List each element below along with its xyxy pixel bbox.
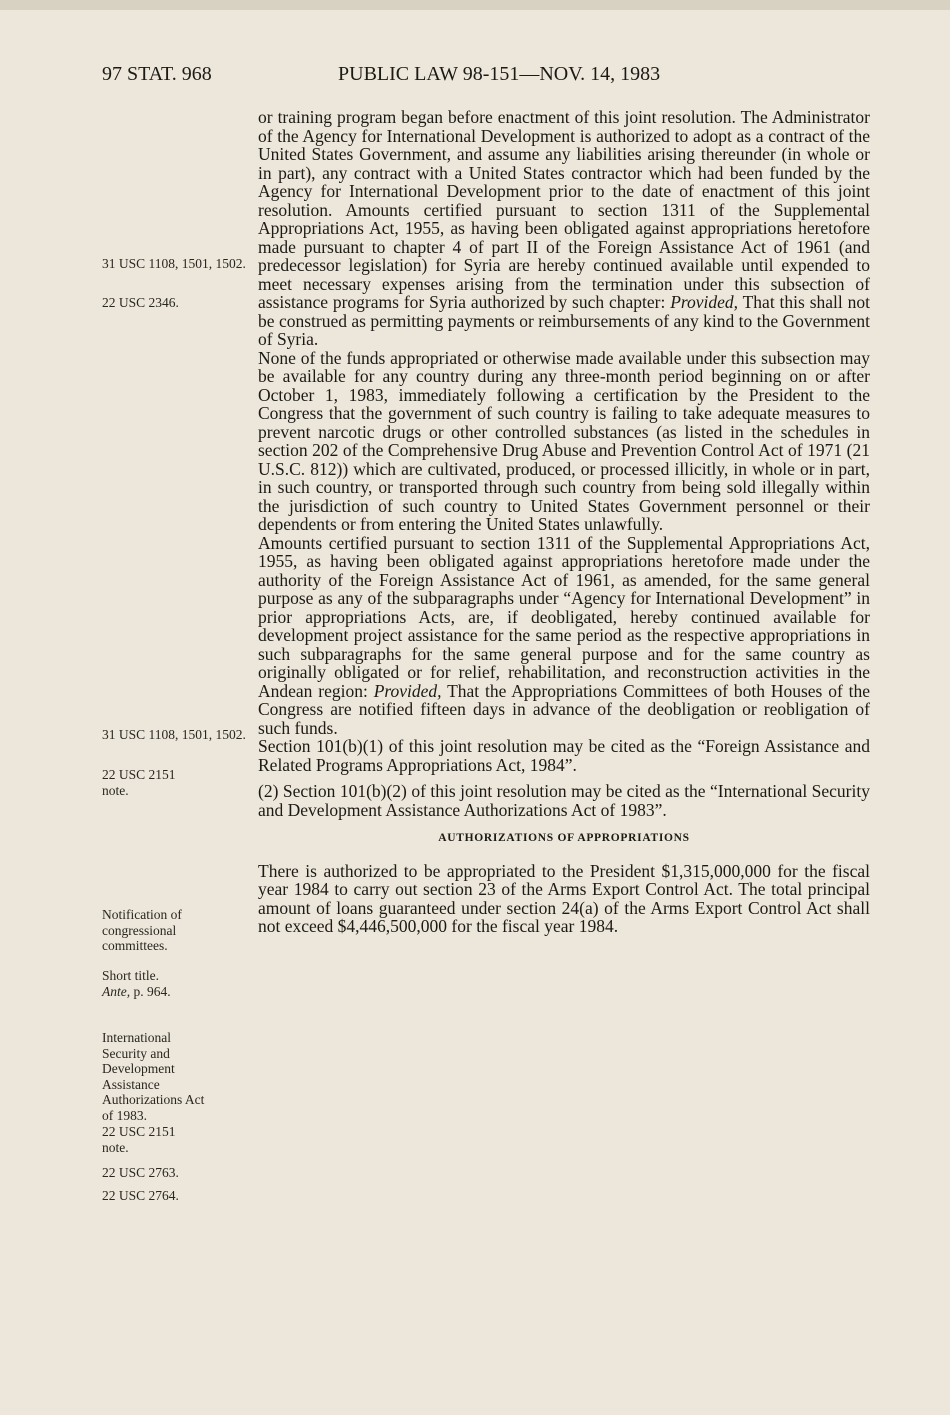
ante-page: p. 964. (130, 983, 171, 999)
margin-note-usc-1108-second (102, 727, 252, 743)
paragraph-authorizations (258, 862, 870, 936)
margin-note-usc-2151-second (102, 1124, 252, 1155)
margin-note-text: 22 USC 2764. (102, 1188, 179, 1203)
public-law-title: PUBLIC LAW 98-151—NOV. 14, 1983 (338, 63, 661, 85)
margin-note-text: Short title. (102, 968, 159, 983)
margin-note-usc-1108 (102, 256, 252, 272)
margin-note-short-title (102, 968, 252, 999)
paragraph-short-title-2 (258, 782, 870, 819)
margin-note-text: International Security and Development Assistance Authorizations Act of 1983. (102, 1030, 205, 1123)
margin-note-notification (102, 907, 252, 954)
paragraph-syria-contracts (258, 108, 870, 349)
paragraph-text: None of the funds appropriated or otherwise made available under this subsection may be available for any country during any three-month period beginning on or after October 1, 1983, immediately following a certification by the President to the Congress that the government of such country is failing to take adequate measures to prevent narcotic drugs or other controlled substances (as listed in the schedules in section 202 of the Comprehensive Drug Abuse and Prevention Control Act of 1971 (21 U.S.C. 812)) which are cultivated, produced, or processed illicitly, in whole or in part, in such country, or transported through such country from being sold illegally within the jurisdiction of such country to United States Government personnel or their dependents or from entering the United States unlawfully. (258, 347, 870, 534)
margin-note-text: 22 USC 2151 note. (102, 1124, 176, 1155)
margin-note-text: 22 USC 2763. (102, 1165, 179, 1180)
provided-italic: Provided, (373, 680, 442, 701)
paragraph-text: That the Appropriations Committees of both Houses of the Congress are notified fifteen days in advance of the deobligation or reobligation of such funds. (258, 680, 871, 738)
ante-italic: Ante, (102, 983, 131, 999)
paragraph-text: Section 101(b)(1) of this joint resolution may be cited as the “Foreign Assistance and Related Programs Appropriations Act, 1984”. (258, 736, 870, 775)
margin-note-usc-2763 (102, 1165, 252, 1181)
margin-note-usc-2346 (102, 295, 252, 311)
paragraph-text: (2) Section 101(b)(2) of this joint resolution may be cited as the “International Security and Development Assistance Authorizations Act of 1983”. (258, 781, 870, 820)
paragraph-text: That this shall not be construed as permitting payments or reimbursements of any kind to the Government of Syria. (258, 292, 871, 349)
paragraph-text: Amounts certified pursuant to section 1311 of the Supplemental Appropriations Act, 1955, as having been obligated against appropriations heretofore made under the authority of the Foreign Assistance Act of 1961, as amended, for the same general purpose as any of the subparagraphs under “Agency for International Development” in prior appropriations Acts, are, if deobligated, hereby continued available for development project assistance for the same period as the respective appropriations in such subparagraphs for the same general purpose and for the same country as originally obligated or for relief, rehabilitation, and reconstruction activities in the Andean region: (258, 532, 870, 701)
margin-note-text: 22 USC 2151 note. (102, 767, 176, 798)
margin-note-text: 31 USC 1108, 1501, 1502. (102, 256, 246, 271)
margin-note-text: 22 USC 2346. (102, 295, 179, 310)
paragraph-narcotics (258, 349, 870, 534)
margin-note-text: 31 USC 1108, 1501, 1502. (102, 727, 246, 742)
page-header (0, 63, 950, 93)
paragraph-deobligated-funds (258, 534, 870, 738)
page-top-edge (0, 0, 950, 10)
stat-page-number: 97 STAT. 968 (102, 63, 212, 85)
paragraph-text: There is authorized to be appropriated to the President $1,315,000,000 for the fiscal year 1984 to carry out section 23 of the Arms Export Control Act. The total principal amount of loans guaranteed under section 24(a) of the Arms Export Control Act shall not exceed $4,446,500,000 for the fiscal year 1984. (258, 860, 870, 936)
margin-note-usc-2151 (102, 767, 252, 798)
law-body-text (258, 108, 870, 936)
provided-italic: Provided, (670, 292, 739, 312)
margin-note-usc-2764 (102, 1188, 252, 1204)
margin-note-text: Notification of congressional committees. (102, 907, 182, 953)
paragraph-text: or training program began before enactment of this joint resolution. The Administrator of the Agency for International Development is authorized to adopt as a contract of the United States Government, and assume any liabilities arising thereunder (in whole or in part), any contract with a United States contractor which had been funded by the Agency for International Development prior to the date of enactment of this joint resolution. Amounts certified pursuant to section 1311 of the Supplemental Appropriations Act, 1955, as having been obligated against appropriations heretofore made pursuant to chapter 4 of part II of the Foreign Assistance Act of 1961 (and predecessor legislation) for Syria are hereby continued available until expended to meet necessary expenses arising from the termination under this subsection of assistance programs for Syria authorized by such chapter: (258, 107, 870, 312)
margin-note-isda-act (102, 1030, 252, 1123)
section-heading: AUTHORIZATIONS OF APPROPRIATIONS (438, 832, 690, 844)
paragraph-short-title-1 (258, 737, 870, 774)
margin-note-ante (102, 984, 252, 1000)
